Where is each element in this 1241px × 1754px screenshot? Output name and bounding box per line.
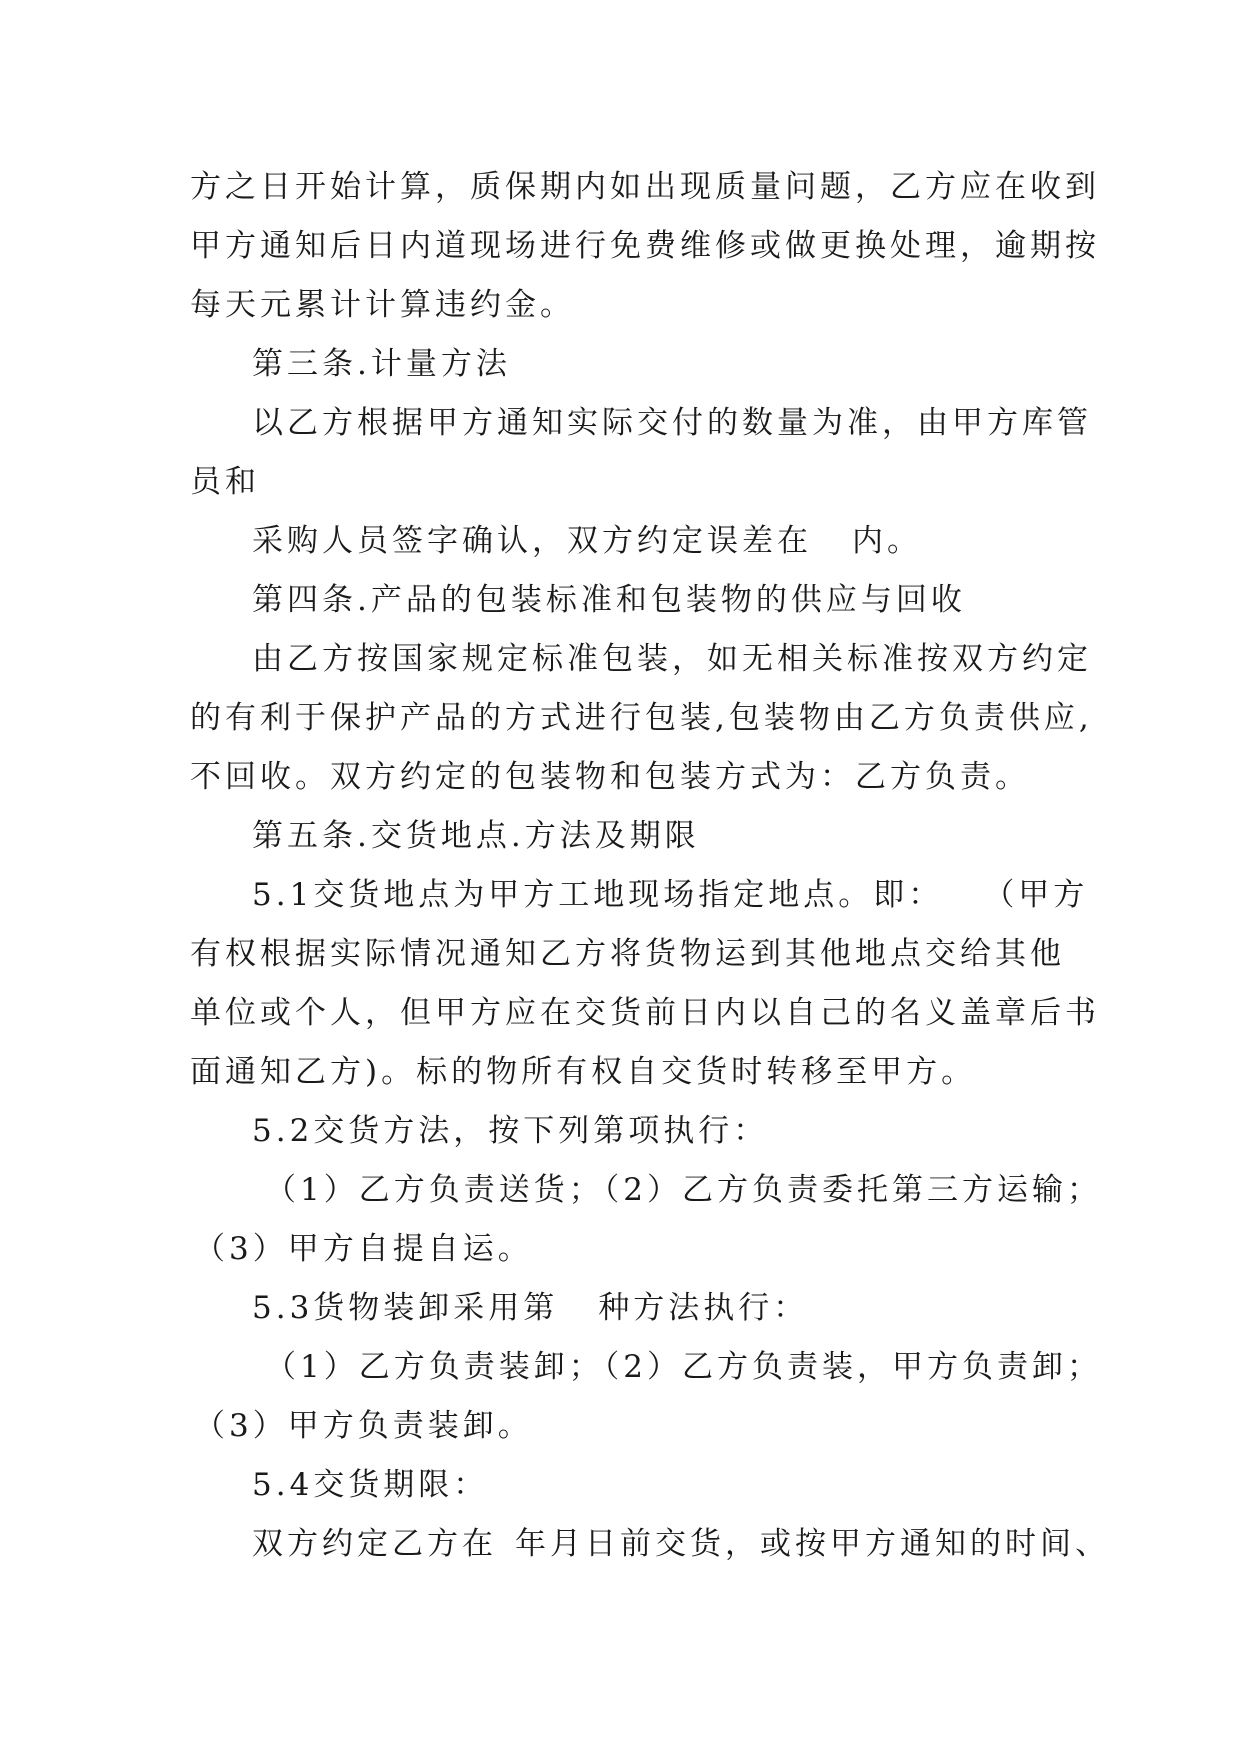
text-line: 方之日开始计算，质保期内如出现质量问题，乙方应在收到 bbox=[190, 169, 1100, 205]
text-line bbox=[190, 1515, 1110, 1574]
text-line: （3）甲方负责装卸。 bbox=[194, 1408, 533, 1444]
text-line: 甲方通知后日内道现场进行免费维修或做更换处理，逾期按 bbox=[190, 228, 1100, 264]
section-heading-article-3: 第三条.计量方法 bbox=[252, 346, 511, 382]
text-line bbox=[190, 1279, 1070, 1338]
text-line: （3）甲方自提自运。 bbox=[194, 1231, 533, 1267]
text-fragment: 双方约定乙方在 bbox=[252, 1526, 497, 1562]
text-line: 每天元累计计算违约金。 bbox=[190, 287, 575, 323]
text-fragment: （甲方 bbox=[983, 877, 1089, 913]
text-fragment: 5.1交货地点为甲方工地现场指定地点。即： bbox=[252, 877, 944, 913]
text-fragment: 种方法执行： bbox=[598, 1290, 809, 1326]
text-line: 员和 bbox=[190, 464, 260, 500]
text-fragment: 采购人员签字确认，双方约定误差在 bbox=[252, 523, 812, 559]
text-line: （1）乙方负责送货；（2）乙方负责委托第三方运输； bbox=[265, 1172, 1102, 1208]
text-line: 5.4交货期限： bbox=[252, 1467, 489, 1503]
text-line: 的有利于保护产品的方式进行包装,包装物由乙方负责供应, bbox=[190, 700, 1093, 736]
section-heading-article-5: 第五条.交货地点.方法及期限 bbox=[252, 818, 700, 854]
text-line: 以乙方根据甲方通知实际交付的数量为准，由甲方库管 bbox=[252, 405, 1092, 441]
section-heading-article-4: 第四条.产品的包装标准和包装物的供应与回收 bbox=[252, 582, 966, 618]
text-line bbox=[190, 512, 1070, 571]
text-line: 不回收。双方约定的包装物和包装方式为：乙方负责。 bbox=[190, 759, 1030, 795]
text-line: 有权根据实际情况通知乙方将货物运到其他地点交给其他 bbox=[190, 936, 1065, 972]
text-line: （1）乙方负责装卸；（2）乙方负责装，甲方负责卸； bbox=[265, 1349, 1102, 1385]
text-fragment: 内。 bbox=[852, 523, 922, 559]
text-line: 5.2交货方法，按下列第项执行： bbox=[252, 1113, 769, 1149]
text-fragment: 年月日前交货，或按甲方通知的时间、 bbox=[515, 1526, 1110, 1562]
text-line: 单位或个人，但甲方应在交货前日内以自己的名义盖章后书 bbox=[190, 995, 1100, 1031]
contract-body bbox=[190, 158, 1110, 1574]
text-line bbox=[190, 866, 1089, 925]
text-line: 由乙方按国家规定标准包装，如无相关标准按双方约定 bbox=[252, 641, 1092, 677]
text-line: 面通知乙方)。标的物所有权自交货时转移至甲方。 bbox=[190, 1054, 977, 1090]
text-fragment: 5.3货物装卸采用第 bbox=[252, 1290, 559, 1326]
